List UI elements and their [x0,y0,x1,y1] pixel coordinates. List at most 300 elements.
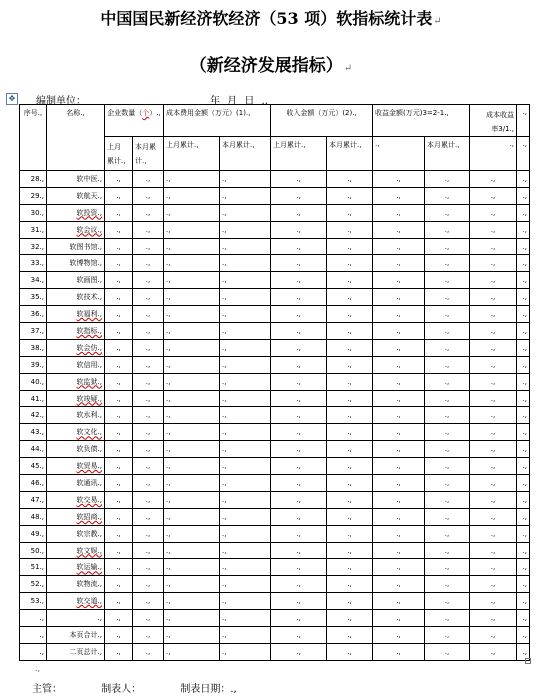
table-cell[interactable]: ., [373,272,425,289]
table-cell[interactable]: ., [105,458,133,475]
table-cell[interactable]: ., [133,204,164,221]
table-cell[interactable]: ., [164,508,220,525]
table-cell[interactable]: ., [425,339,470,356]
table-cell[interactable]: ., [327,204,373,221]
table-cell[interactable]: ., [271,542,327,559]
table-cell[interactable]: ., [105,593,133,610]
table-cell[interactable]: ., [517,306,530,323]
table-cell[interactable]: ., [220,643,271,660]
table-cell[interactable]: ., [517,559,530,576]
table-cell[interactable]: ., [373,204,425,221]
table-cell[interactable]: ., [470,559,517,576]
table-cell[interactable]: ., [470,339,517,356]
table-cell[interactable]: ., [133,458,164,475]
table-cell[interactable]: ., [271,610,327,627]
table-cell[interactable]: ., [220,323,271,340]
table-cell[interactable]: ., [425,238,470,255]
table-cell[interactable]: ., [164,356,220,373]
table-cell[interactable]: ., [105,424,133,441]
table-cell[interactable]: ., [373,491,425,508]
table-cell[interactable]: ., [133,542,164,559]
table-cell[interactable]: ., [164,323,220,340]
table-cell[interactable]: ., [425,204,470,221]
table-cell[interactable]: ., [105,643,133,660]
table-cell[interactable]: ., [327,610,373,627]
table-cell[interactable]: ., [164,339,220,356]
table-cell[interactable]: ., [105,559,133,576]
table-cell[interactable]: ., [425,171,470,188]
table-cell[interactable]: ., [271,255,327,272]
table-cell[interactable]: ., [517,458,530,475]
table-row [20,424,530,441]
table-cell[interactable]: ., [164,627,220,644]
table-cell[interactable]: ., [425,323,470,340]
table-cell[interactable]: ., [327,542,373,559]
table-cell[interactable]: ., [133,559,164,576]
table-cell[interactable]: ., [271,441,327,458]
table-cell[interactable]: ., [373,643,425,660]
table-cell[interactable]: ., [425,255,470,272]
table-cell[interactable]: ., [373,559,425,576]
table-cell[interactable]: ., [220,610,271,627]
table-cell[interactable]: ., [517,289,530,306]
table-cell[interactable]: ., [425,559,470,576]
table-cell[interactable]: ., [517,508,530,525]
table-move-handle-icon[interactable]: ✥ [6,93,18,105]
table-cell[interactable]: ., [517,610,530,627]
table-cell[interactable]: ., [470,255,517,272]
table-cell[interactable]: ., [425,542,470,559]
table-cell[interactable]: ., [164,306,220,323]
table-cell[interactable]: ., [220,255,271,272]
table-cell[interactable]: ., [425,475,470,492]
table-cell[interactable]: ., [425,272,470,289]
table-cell[interactable]: ., [164,559,220,576]
table-cell[interactable]: ., [517,356,530,373]
table-cell[interactable]: ., [105,390,133,407]
table-cell[interactable]: ., [133,238,164,255]
table-cell[interactable]: ., [133,356,164,373]
table-cell[interactable]: ., [220,542,271,559]
paragraph-mark: ., [35,664,41,673]
table-cell[interactable]: ., [164,593,220,610]
table-cell[interactable]: ., [373,441,425,458]
table-cell[interactable]: ., [327,491,373,508]
table-row [20,238,530,255]
table-cell[interactable]: ., [133,187,164,204]
table-cell[interactable]: ., [517,221,530,238]
table-cell[interactable]: ., [517,593,530,610]
table-cell[interactable]: ., [105,323,133,340]
table-cell[interactable]: ., [220,306,271,323]
table-cell[interactable]: ., [105,255,133,272]
table-cell[interactable]: ., [327,576,373,593]
table-cell[interactable]: ., [105,508,133,525]
table-cell[interactable]: ., [327,525,373,542]
table-cell[interactable]: ., [220,373,271,390]
table-cell[interactable]: ., [373,508,425,525]
table-cell[interactable]: ., [105,306,133,323]
table-cell[interactable]: ., [164,238,220,255]
table-cell[interactable]: ., [164,525,220,542]
table-cell[interactable]: ., [220,171,271,188]
row-seq: 49., [20,525,47,542]
table-cell[interactable]: ., [425,306,470,323]
table-cell[interactable]: ., [271,407,327,424]
table-resize-handle[interactable] [525,658,531,664]
table-cell[interactable]: ., [220,525,271,542]
table-cell[interactable]: ., [105,525,133,542]
table-cell[interactable]: ., [373,289,425,306]
table-cell[interactable]: ., [220,593,271,610]
table-cell[interactable]: ., [470,356,517,373]
table-cell[interactable]: ., [220,204,271,221]
table-cell[interactable]: ., [425,576,470,593]
table-cell[interactable]: ., [164,255,220,272]
table-cell[interactable]: ., [425,491,470,508]
table-cell[interactable]: ., [373,238,425,255]
table-cell[interactable]: ., [470,373,517,390]
table-cell[interactable]: ., [327,424,373,441]
table-cell[interactable]: ., [327,559,373,576]
table-cell[interactable]: ., [517,272,530,289]
table-cell[interactable]: ., [271,643,327,660]
table-cell[interactable]: ., [517,627,530,644]
table-cell[interactable]: ., [373,323,425,340]
table-cell[interactable]: ., [425,458,470,475]
table-cell[interactable]: ., [425,593,470,610]
table-cell[interactable]: ., [425,610,470,627]
table-cell[interactable]: ., [517,238,530,255]
table-cell[interactable]: ., [517,407,530,424]
table-cell[interactable]: ., [105,491,133,508]
table-cell[interactable]: ., [425,390,470,407]
table-cell[interactable]: ., [470,323,517,340]
table-cell[interactable]: ., [425,643,470,660]
table-cell[interactable]: ., [373,525,425,542]
table-cell[interactable]: ., [105,339,133,356]
table-cell[interactable]: ., [271,508,327,525]
table-cell[interactable]: ., [327,323,373,340]
table-cell[interactable]: ., [470,306,517,323]
table-cell[interactable]: ., [133,593,164,610]
table-cell[interactable]: ., [517,525,530,542]
table-cell[interactable]: ., [133,171,164,188]
table-cell[interactable]: ., [164,407,220,424]
table-cell[interactable]: ., [105,610,133,627]
table-cell[interactable]: ., [373,475,425,492]
table-cell[interactable]: ., [470,221,517,238]
table-cell[interactable]: ., [105,373,133,390]
table-cell[interactable]: ., [373,306,425,323]
table-cell[interactable]: ., [373,221,425,238]
table-cell[interactable]: ., [105,542,133,559]
table-cell[interactable]: ., [425,508,470,525]
table-cell[interactable]: ., [327,643,373,660]
table-cell[interactable]: ., [220,187,271,204]
table-cell[interactable]: ., [271,204,327,221]
table-cell[interactable]: ., [373,610,425,627]
table-cell[interactable]: ., [133,424,164,441]
table-cell[interactable]: ., [220,339,271,356]
table-cell[interactable]: ., [425,373,470,390]
table-cell[interactable]: ., [164,187,220,204]
table-cell[interactable]: ., [220,424,271,441]
table-cell[interactable]: ., [470,204,517,221]
table-cell[interactable]: ., [220,441,271,458]
table-cell[interactable]: ., [517,643,530,660]
table-cell[interactable]: ., [327,255,373,272]
table-cell[interactable]: ., [164,491,220,508]
table-cell[interactable]: ., [164,289,220,306]
table-cell[interactable]: ., [271,171,327,188]
table-cell[interactable]: ., [133,441,164,458]
table-cell[interactable]: ., [327,272,373,289]
table-cell[interactable]: ., [105,441,133,458]
table-cell[interactable]: ., [105,407,133,424]
table-cell[interactable]: ., [517,475,530,492]
table-cell[interactable]: ., [425,424,470,441]
table-cell[interactable]: ., [271,475,327,492]
table-cell[interactable]: ., [327,407,373,424]
table-cell[interactable]: ., [470,424,517,441]
table-cell[interactable]: ., [271,458,327,475]
table-cell[interactable]: ., [470,576,517,593]
table-cell[interactable]: ., [164,373,220,390]
table-cell[interactable]: ., [517,373,530,390]
table-cell[interactable]: ., [105,187,133,204]
table-cell[interactable]: ., [220,272,271,289]
table-cell[interactable]: ., [373,542,425,559]
table-cell[interactable]: ., [470,542,517,559]
table-cell[interactable]: ., [373,171,425,188]
table-cell[interactable]: ., [220,576,271,593]
table-cell[interactable]: ., [164,272,220,289]
table-cell[interactable]: ., [220,491,271,508]
table-cell[interactable]: ., [220,559,271,576]
table-cell[interactable]: ., [470,643,517,660]
table-cell[interactable]: ., [470,407,517,424]
table-cell[interactable]: ., [164,390,220,407]
table-cell[interactable]: ., [271,187,327,204]
table-cell[interactable]: ., [425,441,470,458]
table-cell[interactable]: ., [105,171,133,188]
table-cell[interactable]: ., [133,289,164,306]
table-cell[interactable]: ., [373,255,425,272]
table-cell[interactable]: ., [105,272,133,289]
table-cell[interactable]: ., [470,458,517,475]
table-cell[interactable]: ., [133,272,164,289]
table-cell[interactable]: ., [220,508,271,525]
table-cell[interactable]: ., [327,187,373,204]
table-cell[interactable]: ., [470,525,517,542]
table-cell[interactable]: ., [133,323,164,340]
table-cell[interactable]: ., [470,508,517,525]
table-cell[interactable]: ., [373,458,425,475]
table-cell[interactable]: ., [271,576,327,593]
table-cell[interactable]: ., [517,424,530,441]
table-cell[interactable]: ., [271,491,327,508]
table-cell[interactable]: ., [105,576,133,593]
table-row [20,255,530,272]
table-cell[interactable]: ., [470,187,517,204]
table-cell[interactable]: ., [133,475,164,492]
table-cell[interactable]: ., [517,171,530,188]
table-cell[interactable]: ., [271,306,327,323]
table-cell[interactable]: ., [271,559,327,576]
table-cell[interactable]: ., [470,593,517,610]
table-cell[interactable]: ., [373,407,425,424]
table-cell[interactable]: ., [470,238,517,255]
table-cell[interactable]: ., [220,627,271,644]
table-cell[interactable]: ., [133,627,164,644]
table-cell[interactable]: ., [425,356,470,373]
table-cell[interactable]: ., [470,390,517,407]
table-cell[interactable]: ., [133,643,164,660]
table-cell[interactable]: ., [133,255,164,272]
table-cell[interactable]: ., [164,204,220,221]
table-cell[interactable]: ., [517,204,530,221]
table-cell[interactable]: ., [164,221,220,238]
table-cell[interactable]: ., [105,289,133,306]
table-cell[interactable]: ., [164,458,220,475]
table-cell[interactable]: ., [220,289,271,306]
table-cell[interactable]: ., [470,491,517,508]
table-cell[interactable]: ., [220,475,271,492]
table-cell[interactable]: ., [105,475,133,492]
table-cell[interactable]: ., [220,221,271,238]
table-cell[interactable]: ., [271,272,327,289]
table-cell[interactable]: ., [373,424,425,441]
table-cell[interactable]: ., [133,610,164,627]
table-cell[interactable]: ., [133,390,164,407]
table-cell[interactable]: ., [271,289,327,306]
table-cell[interactable]: ., [164,542,220,559]
table-cell[interactable]: ., [133,306,164,323]
table-cell[interactable]: ., [271,525,327,542]
table-cell[interactable]: ., [271,221,327,238]
table-cell[interactable]: ., [327,238,373,255]
table-cell[interactable]: ., [327,508,373,525]
table-cell[interactable]: ., [164,576,220,593]
table-cell[interactable]: ., [271,424,327,441]
row-seq: 30., [20,204,47,221]
table-cell[interactable]: ., [373,339,425,356]
table-cell[interactable]: ., [327,221,373,238]
table-cell[interactable]: ., [373,187,425,204]
table-cell[interactable]: ., [470,610,517,627]
table-cell[interactable]: ., [327,475,373,492]
table-cell[interactable]: ., [327,289,373,306]
table-cell[interactable]: ., [220,356,271,373]
table-cell[interactable]: ., [271,373,327,390]
table-cell[interactable]: ., [425,221,470,238]
table-cell[interactable]: ., [271,627,327,644]
table-cell[interactable]: ., [517,491,530,508]
table-cell[interactable]: ., [271,390,327,407]
table-cell[interactable]: ., [373,627,425,644]
table-cell[interactable]: ., [220,390,271,407]
table-cell[interactable]: ., [220,238,271,255]
table-cell[interactable]: ., [425,289,470,306]
table-cell[interactable]: ., [164,441,220,458]
table-cell[interactable]: ., [105,221,133,238]
table-cell[interactable]: ., [164,424,220,441]
table-cell[interactable]: ., [133,525,164,542]
table-cell[interactable]: ., [425,627,470,644]
table-cell[interactable]: ., [517,255,530,272]
table-cell[interactable]: ., [271,238,327,255]
table-cell[interactable]: ., [373,390,425,407]
table-cell[interactable]: ., [517,542,530,559]
table-cell[interactable]: ., [327,306,373,323]
table-cell[interactable]: ., [470,171,517,188]
table-cell[interactable]: ., [327,356,373,373]
table-cell[interactable]: ., [327,339,373,356]
table-cell[interactable]: ., [133,221,164,238]
table-cell[interactable]: ., [327,593,373,610]
table-cell[interactable]: ., [327,390,373,407]
table-cell[interactable]: ., [327,458,373,475]
table-cell[interactable]: ., [425,525,470,542]
table-cell[interactable]: ., [133,407,164,424]
table-cell[interactable]: ., [220,458,271,475]
table-cell[interactable]: ., [105,238,133,255]
table-cell[interactable]: ., [517,339,530,356]
row-name: 本页合计., [47,627,105,644]
table-cell[interactable]: ., [327,171,373,188]
table-cell[interactable]: ., [271,339,327,356]
table-cell[interactable]: ., [105,204,133,221]
table-cell[interactable]: ., [220,407,271,424]
table-cell[interactable]: ., [133,491,164,508]
table-cell[interactable]: ., [470,475,517,492]
table-cell[interactable]: ., [373,373,425,390]
table-cell[interactable]: ., [470,627,517,644]
table-cell[interactable]: ., [425,187,470,204]
table-cell[interactable]: ., [517,441,530,458]
table-cell[interactable]: ., [470,289,517,306]
table-cell[interactable]: ., [271,323,327,340]
table-cell[interactable]: ., [327,627,373,644]
table-cell[interactable]: ., [164,610,220,627]
table-cell[interactable]: ., [164,171,220,188]
table-cell[interactable]: ., [133,508,164,525]
table-cell[interactable]: ., [470,272,517,289]
table-cell[interactable]: ., [105,356,133,373]
table-cell[interactable]: ., [517,576,530,593]
table-cell[interactable]: ., [271,593,327,610]
table-cell[interactable]: ., [470,441,517,458]
table-cell[interactable]: ., [105,627,133,644]
table-cell[interactable]: ., [517,323,530,340]
table-cell[interactable]: ., [517,187,530,204]
table-cell[interactable]: ., [164,475,220,492]
row-seq: 43., [20,424,47,441]
table-cell[interactable]: ., [517,390,530,407]
table-cell[interactable]: ., [133,339,164,356]
table-cell[interactable]: ., [327,441,373,458]
table-cell[interactable]: ., [271,356,327,373]
table-cell[interactable]: ., [373,593,425,610]
table-cell[interactable]: ., [425,407,470,424]
table-cell[interactable]: ., [373,576,425,593]
table-cell[interactable]: ., [164,643,220,660]
table-cell[interactable]: ., [133,373,164,390]
table-cell[interactable]: ., [327,373,373,390]
table-cell[interactable]: ., [373,356,425,373]
table-cell[interactable]: ., [133,576,164,593]
